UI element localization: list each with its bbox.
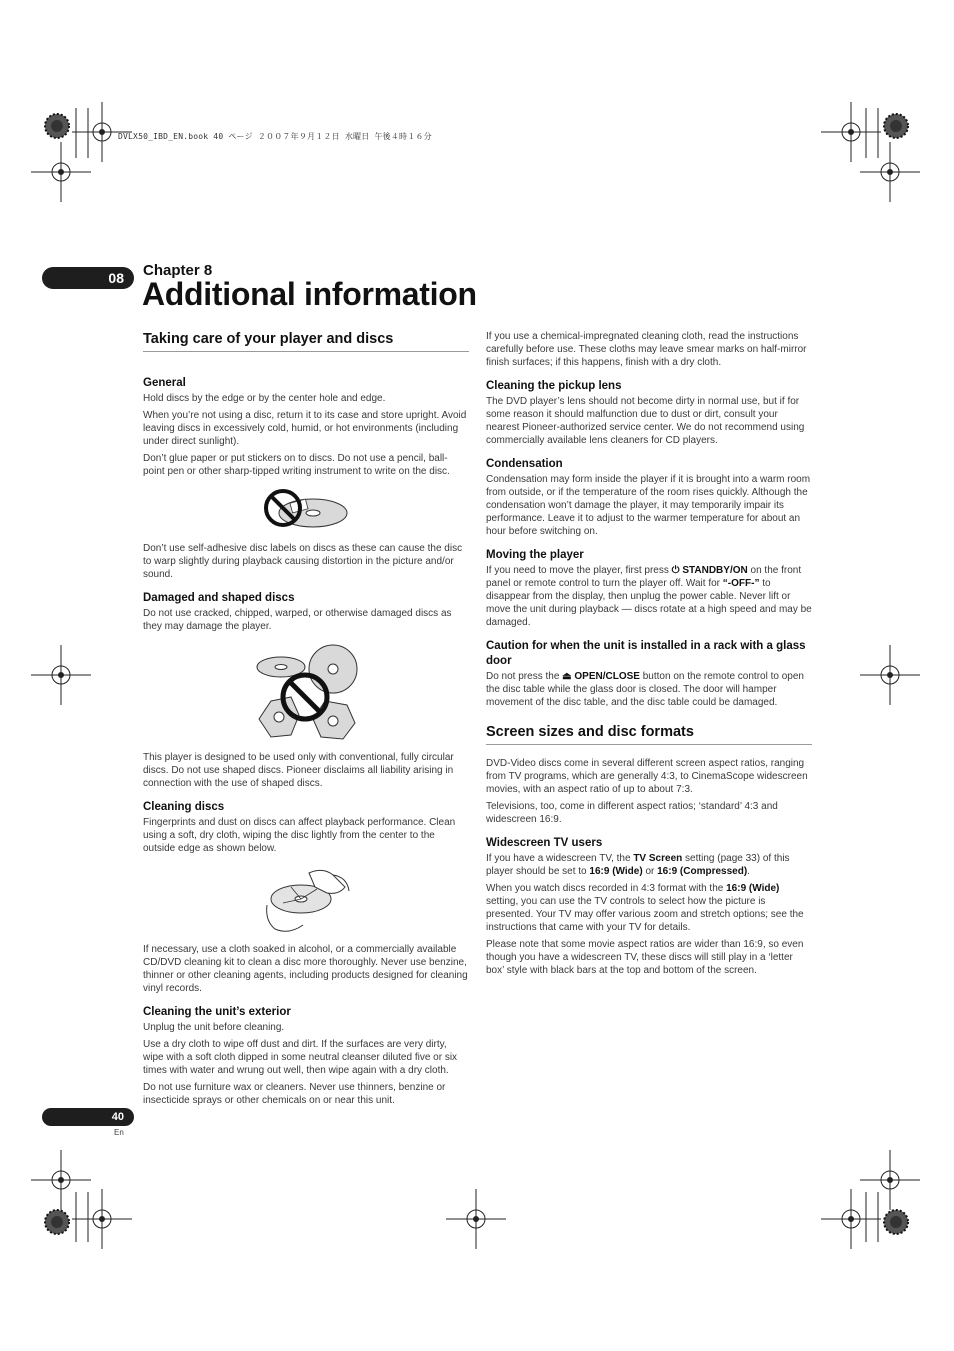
section-title-screen-sizes: Screen sizes and disc formats [486, 723, 812, 745]
general-p3: Don’t glue paper or put stickers on to discs. Do not use a pencil, ball-point pen or other sharp-tipped writing instrument to write on the disc. [143, 453, 450, 477]
eject-icon: ⏏ [562, 671, 572, 682]
right-column [486, 330, 812, 981]
ws-text-4: . [747, 866, 750, 877]
rack-p1 [486, 670, 812, 709]
ws-text-3: or [642, 866, 658, 877]
general-p4: Don’t use self-adhesive disc labels on discs as these can cause the disc to warp slightly during playback causing distortion in the picture and/or sound. [143, 543, 463, 580]
rack-text-2: button on the remote control to open the disc table while the glass door is closed. The door will hamper movement of the disc table, and the disc table could be damaged. [486, 671, 804, 708]
wide-option: 16:9 (Wide) [589, 866, 643, 877]
open-close-label: OPEN/CLOSE [574, 671, 640, 682]
condensation-p1: Condensation may form inside the player if it is brought into a warm room from outside, or if the temperature of the room rises quickly. Although the condensation won’t damage the player, it may temporarily impair its performance. Leave it to adjust to the warmer temperature for about an hour before switching on. [486, 474, 811, 537]
ws-text-5: When you watch discs recorded in 4:3 format with the [486, 883, 727, 894]
ws-text-6: setting, you can use the TV controls to select how the picture is presented. Your TV may offer various zoom and stretch options; see the instructions that came with your TV for details. [486, 896, 804, 933]
cleaning-discs-p2: If necessary, use a cloth soaked in alcohol, or a commercially available CD/DVD cleaning kit to clean a disc more thoroughly. Never use benzine, thinner or other cleaning agents, including products designed for cleaning vinyl records. [143, 944, 468, 994]
moving-text-2: on the front panel or remote control to turn the player off. Wait for [486, 565, 802, 589]
shaped-discs-illustration [251, 643, 361, 743]
widescreen-p3: Please note that some movie aspect ratios are wider than 16:9, so even though you have a widescreen TV, these discs will still play in a ‘letter box’ style with black bars at the top and bottom of the screen. [486, 939, 804, 976]
heading-general: General [143, 377, 186, 389]
rack-text-1: Do not press the [486, 671, 563, 682]
power-icon: ⏻ [671, 565, 680, 576]
heading-rack-caution: Caution for when the unit is installed in a rack with a glass door [486, 640, 806, 667]
page-number-badge: 40 [42, 1108, 134, 1126]
general-p1: Hold discs by the edge or by the center hole and edge. [143, 393, 386, 404]
moving-p1 [486, 564, 812, 629]
left-column [143, 330, 469, 1111]
cleaning-disc-illustration [261, 865, 351, 935]
ws-text-2: setting (page 33) of this player should be set to [486, 853, 790, 877]
heading-unit-exterior: Cleaning the unit’s exterior [143, 1006, 291, 1018]
exterior-p3: Do not use furniture wax or cleaners. Never use thinners, benzine or insecticide sprays or other chemicals on or near this unit. [143, 1082, 446, 1106]
cleaning-discs-p1: Fingerprints and dust on discs can affect playback performance. Clean using a soft, dry cloth, wiping the disc lightly from the center to the outside edge as shown below. [143, 817, 456, 854]
heading-widescreen-users: Widescreen TV users [486, 837, 603, 849]
pickup-p1: The DVD player’s lens should not become dirty in normal use, but if for some reason it should malfunction due to dust or dirt, consult your nearest Pioneer-authorized service center. We do not recommend using commercially available lens cleaners for CD players. [486, 396, 805, 446]
chapter-label: Chapter 8 [143, 262, 213, 279]
tv-screen-setting: TV Screen [633, 853, 683, 864]
damaged-p2: This player is designed to be used only with conventional, fully circular discs. Do not use shaped discs. Pioneer disclaims all liability arising in connection with the use of shaped discs. [143, 752, 454, 789]
moving-text-1: If you need to move the player, first press [486, 565, 672, 576]
heading-damaged-discs: Damaged and shaped discs [143, 592, 295, 604]
heading-condensation: Condensation [486, 458, 563, 470]
page-title: Additional information [142, 276, 477, 312]
no-sticker-disc-illustration [261, 486, 351, 536]
compressed-option: 16:9 (Compressed) [657, 866, 748, 877]
heading-pickup-lens: Cleaning the pickup lens [486, 380, 622, 392]
widescreen-p2 [486, 882, 812, 934]
off-display-text: “-OFF-” [722, 578, 760, 589]
heading-moving-player: Moving the player [486, 549, 584, 561]
screen-p2: Televisions, too, come in different aspect ratios; ‘standard’ 4:3 and widescreen 16:9. [486, 801, 778, 825]
section-title-care: Taking care of your player and discs [143, 330, 469, 352]
wide-option-2: 16:9 (Wide) [726, 883, 780, 894]
moving-text-3: to disappear from the display, then unplug the power cable. Never lift or move the unit during playback — discs rotate at a high speed and may be damaged. [486, 578, 812, 628]
damaged-p1: Do not use cracked, chipped, warped, or otherwise damaged discs as they may damage the player. [143, 608, 452, 632]
print-header-line: DVLX50_IBD_EN.book 40 ページ ２００７年９月１２日 水曜日 午後４時１６分 [118, 132, 432, 141]
heading-cleaning-discs: Cleaning discs [143, 801, 225, 813]
widescreen-p1 [486, 852, 812, 878]
screen-p1: DVD-Video discs come in several different screen aspect ratios, ranging from TV programs, which are generally 4:3, to CinemaScope widescreen movies, with an aspect ratio of up to about 7:3. [486, 758, 808, 795]
ws-text-1: If you have a widescreen TV, the [486, 853, 634, 864]
language-code: En [114, 1128, 124, 1137]
exterior-p2: Use a dry cloth to wipe off dust and dirt. If the surfaces are very dirty, wipe with a soft cloth dipped in some neutral cleanser diluted five or six times with water and wrung out well, then wipe again with a dry cloth. [143, 1039, 458, 1076]
exterior-p1: Unplug the unit before cleaning. [143, 1022, 285, 1033]
standby-on-label: STANDBY/ON [682, 565, 748, 576]
chapter-number-badge: 08 [42, 267, 134, 289]
general-p2: When you’re not using a disc, return it to its case and store upright. Avoid leaving discs in excessively cold, humid, or hot environments (including under direct sunlight). [143, 410, 467, 447]
chemical-cloth-paragraph: If you use a chemical-impregnated cleaning cloth, read the instructions carefully before use. These cloths may leave smear marks on half-mirror finish surfaces; if this happens, finish with a dry cloth. [486, 331, 807, 368]
